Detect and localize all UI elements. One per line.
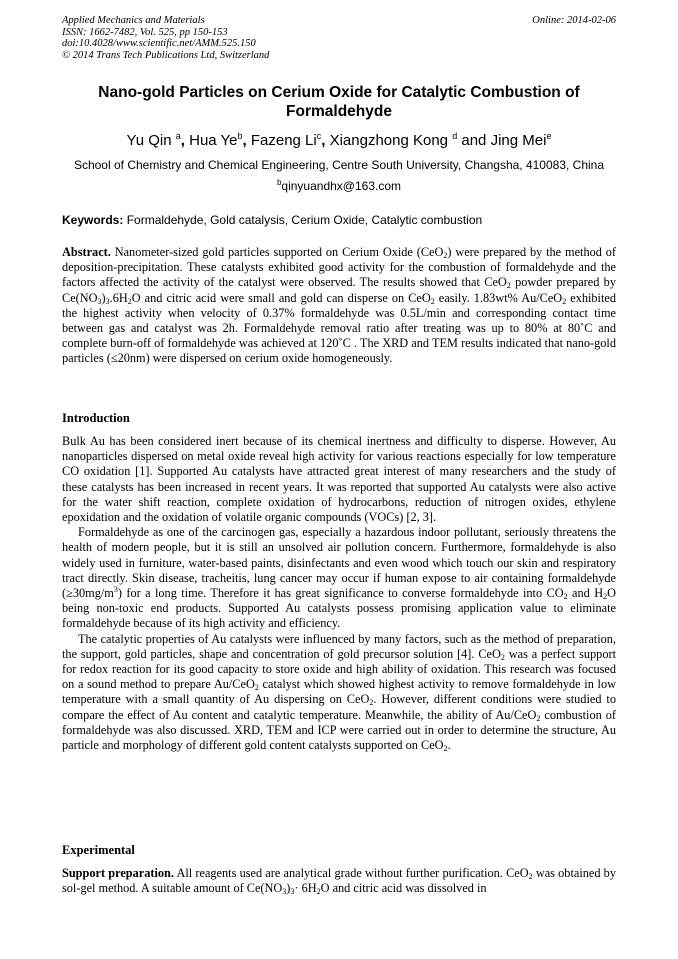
abstract-text: .6H [109, 290, 128, 305]
experimental-text: All reagents used are analytical grade without further purification. CeO [173, 866, 529, 880]
subscript: 2 [506, 281, 511, 291]
subscript: 2 [528, 872, 533, 881]
subscript: 3 [105, 296, 110, 306]
abstract-text: easily. 1.83wt% Au/CeO [434, 290, 563, 305]
subscript: 2 [603, 592, 608, 602]
intro-text: and H [567, 586, 604, 601]
intro-text: Formaldehyde as one of the carcinogen gas, especially a hazardous indoor pollutant, seriously threatens the health of modern people, but it is still an unsolved air pollution concern. Furthermore, formaldehyde is also widely used in furniture, water-based paints, disinfectants and even wood which touch our skin and respiratory tract directly. Skin disease, tracheitis, lung cancer may occur if human expose to air containing formaldehyde (≥30mg/m [62, 525, 616, 601]
author-email [40, 179, 638, 194]
subscript: 2 [369, 698, 374, 708]
keywords-text: Formaldehyde, Gold catalysis, Cerium Oxide, Catalytic combustion [123, 213, 483, 227]
intro-paragraph: Bulk Au has been considered inert because of its chemical inertness and difficulty to disperse. However, Au nanoparticles dispersed on metal oxide reveal high activity for various reactions especially for low temperature CO oxidation [1]. Supported Au catalysts have attracted great interest of many researchers and the study of these catalysts has been increased in recent years. It was reported that supported Au catalysts were also active for the water shift reaction, complete oxidation of hydrocarbons, reduction of nitrogen oxides, ethylene epoxidation and the oxidation of volatile organic compounds (VOCs) [2, 3]. [62, 434, 616, 525]
intro-text: ) for a long time. Therefore it has great significance to converse formaldehyde into CO [117, 586, 564, 601]
subscript: 2 [127, 296, 132, 306]
intro-text: catalyst which showed highest activity to remove formaldehyde in low temperature with a small quantity of Au dispersing on CeO [62, 677, 616, 707]
superscript: 3 [113, 585, 118, 595]
author-separator: and [457, 132, 491, 149]
subscript: 2 [562, 296, 567, 306]
author-mark: a [175, 131, 181, 141]
author-name: Yu Qin [126, 132, 176, 149]
experimental-body [62, 866, 616, 896]
subscript: 2 [536, 713, 541, 723]
intro-text: O being non-toxic end products. Supported Au catalysts possess promising application value to eliminate formaldehyde because of its high activity and efficiency. [62, 586, 616, 631]
email-address: qinyuandhx@163.com [281, 179, 402, 193]
author-name: Xiangzhong Kong [329, 132, 453, 149]
intro-text: was a perfect support for redox reaction for its good capacity to store oxide and high ability of oxidation. This research was focused on a sound method to prepare Au/CeO [62, 646, 616, 692]
author-mark: c [316, 131, 322, 141]
intro-text: . [447, 738, 451, 753]
introduction-body [62, 434, 616, 753]
email-mark: b [276, 178, 282, 187]
author-separator: , [321, 132, 330, 149]
subscript: 3 [290, 887, 295, 897]
subscript: 2 [563, 592, 568, 602]
keywords [62, 213, 616, 228]
abstract-text: powder prepared by Ce(NO [62, 275, 616, 305]
subsection-label: Support preparation. [62, 866, 174, 880]
abstract [62, 245, 616, 367]
intro-text: combustion of formaldehyde was also discussed. XRD, TEM and ICP were carried out in order to determine the structure, Au particle and morphology of different gold content catalysts supported on CeO [62, 707, 616, 753]
abstract-text: Nanometer-sized gold particles supported on Cerium Oxide (CeO [110, 245, 444, 259]
subscript: 2 [430, 296, 435, 306]
journal-doi: doi:10.4028/www.scientific.net/AMM.525.150 [62, 38, 256, 50]
abstract-text: exhibited the highest activity when velocity of 0.37% formaldehyde was 0.5L/min and corresponding contact time between gas and catalyst was 2h. Formaldehyde removal ratio after treating was up to 80% at 80˚C and complete burn-off of formaldehyde was achieved at 120˚C . The XRD and TEM results indicated that nano-gold particles (≤20nm) were dispersed on cerium oxide homogeneously. [62, 290, 616, 366]
journal-header [62, 15, 482, 61]
subscript: 2 [254, 683, 259, 693]
journal-name: Applied Mechanics and Materials [62, 15, 205, 26]
subscript: 3 [97, 296, 102, 306]
author-mark: e [546, 131, 552, 141]
abstract-text: ) [101, 290, 106, 305]
experimental-text: ) [286, 881, 291, 896]
journal-copyright: © 2014 Trans Tech Publications Ltd, Switzerland [62, 49, 270, 61]
subscript: 2 [443, 744, 448, 754]
subscript: 2 [316, 887, 321, 897]
author-separator: , [242, 132, 251, 149]
abstract-text: ) were prepared by the method of deposition-precipitation. These catalysts exhibited good activity for the combustion of formaldehyde and the factors affected the activity of the catalyst were observed. The results showed that CeO [62, 245, 616, 290]
intro-text: The catalytic properties of Au catalysts were influenced by many factors, such as the method of preparation, the support, gold particles, shape and concentration of gold precursor solution [4]. CeO [62, 631, 616, 661]
affiliation: School of Chemistry and Chemical Engineering, Centre South University, Changsha, 410083, China [73, 158, 605, 172]
journal-issn: ISSN: 1662-7482, Vol. 525, pp 150-153 [62, 26, 228, 38]
subscript: 3 [282, 887, 287, 897]
paper-title: Nano-gold Particles on Cerium Oxide for Catalytic Combustion of Formaldehyde [98, 84, 580, 120]
abstract-label: Abstract. [62, 245, 111, 259]
online-date: Online: 2014-02-06 [532, 15, 616, 26]
experimental-text: was obtained by sol-gel method. A suitable amount of Ce(NO [62, 866, 616, 896]
section-heading-experimental: Experimental [62, 843, 135, 857]
experimental-text: O and citric acid was dissolved in [320, 881, 487, 896]
author-mark: d [452, 131, 458, 141]
author-name: Jing Mei [490, 132, 547, 149]
author-list [40, 131, 638, 150]
intro-paragraph [62, 525, 616, 631]
experimental-text: · 6H [294, 881, 317, 896]
section-heading-introduction: Introduction [62, 411, 130, 425]
intro-text: . However, different conditions were studied to compare the effect of Au content and catalytic temperature. Meanwhile, the ability of Au/CeO [62, 692, 616, 722]
subscript: 2 [443, 251, 448, 260]
author-name: Fazeng Li [250, 132, 317, 149]
author-separator: , [180, 132, 190, 149]
keywords-label: Keywords: [62, 213, 124, 227]
abstract-text: O and citric acid were small and gold can disperse on CeO [131, 290, 431, 305]
subscript: 2 [500, 652, 505, 662]
author-name: Hua Ye [189, 132, 238, 149]
author-mark: b [237, 131, 243, 141]
intro-paragraph [62, 632, 616, 754]
